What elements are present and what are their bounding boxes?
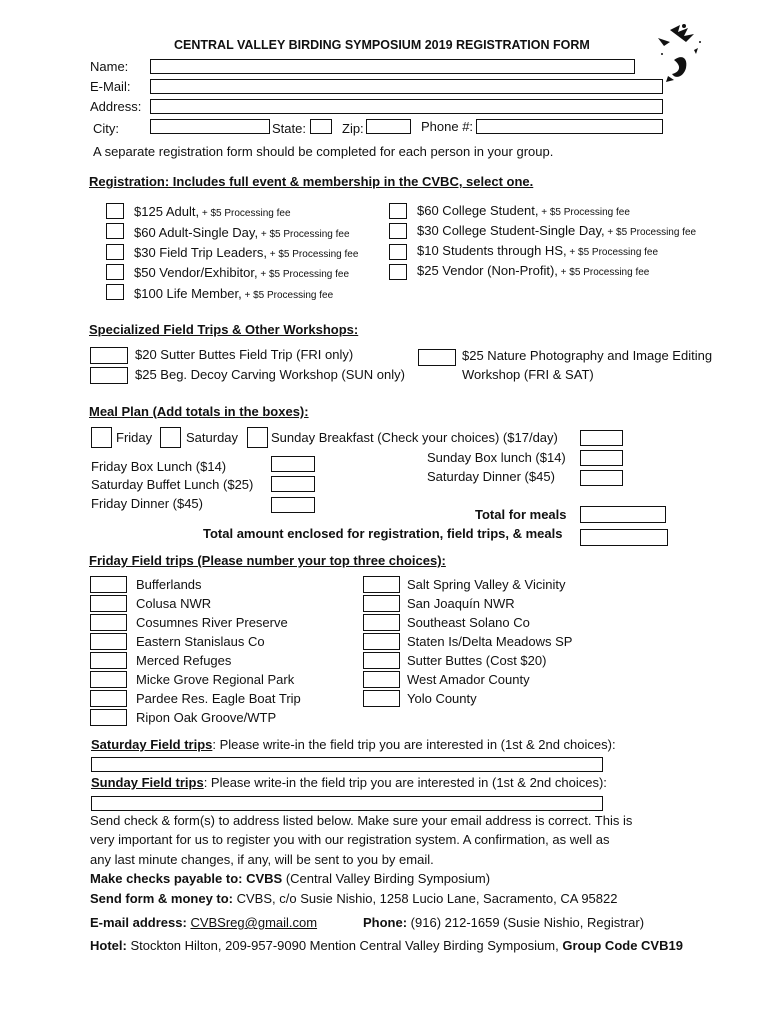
trip-rank-box[interactable] — [90, 576, 127, 593]
send-info: Send form & money to: CVBS, c/o Susie Nishio, 1258 Lucio Lane, Sacramento, CA 95822 — [90, 891, 618, 906]
reg-option-adult: $125 Adult, + $5 Processing fee — [134, 204, 291, 219]
trip-rank-box[interactable] — [90, 690, 127, 707]
hotel-info: Hotel: Stockton Hilton, 209-957-9090 Mention Central Valley Birding Symposium, Group Code CVB19 — [90, 938, 683, 953]
friday-trip-yolo: Yolo County — [407, 691, 477, 706]
instructions-line2: very important for us to register you with our registration system. A confirmation, as well as — [90, 832, 610, 847]
decoy-carving-label: $25 Beg. Decoy Carving Workshop (SUN only) — [135, 367, 405, 382]
friday-trip-san-joaquin: San Joaquín NWR — [407, 596, 515, 611]
saturday-dinner-label: Saturday Dinner ($45) — [427, 469, 555, 484]
trip-rank-box[interactable] — [363, 671, 400, 688]
reg-option-life-member: $100 Life Member, + $5 Processing fee — [134, 286, 334, 301]
sutter-buttes-trip-label: $20 Sutter Buttes Field Trip (FRI only) — [135, 347, 354, 362]
sunday-breakfast-label: Sunday Breakfast (Check your choices) ($17/day) — [271, 430, 558, 445]
state-label: State: — [272, 121, 306, 136]
friday-trip-salt-spring: Salt Spring Valley & Vicinity — [407, 577, 566, 592]
saturday-dinner-box[interactable] — [580, 470, 623, 486]
reg-checkbox-vendor[interactable] — [106, 264, 124, 280]
total-meals-label: Total for meals — [475, 507, 567, 522]
instructions-line3: any last minute changes, if any, will be sent to you by email. — [90, 852, 434, 867]
saturday-trips-instruction: Saturday Field trips: Please write-in the field trip you are interested in (1st & 2nd choices): — [91, 737, 616, 752]
trip-rank-box[interactable] — [90, 614, 127, 631]
trip-rank-box[interactable] — [90, 671, 127, 688]
friday-trip-colusa: Colusa NWR — [136, 596, 212, 611]
friday-trip-west-amador: West Amador County — [407, 672, 530, 687]
photography-label-line2: Workshop (FRI & SAT) — [462, 367, 594, 382]
name-label: Name: — [90, 59, 129, 74]
total-enclosed-box[interactable] — [580, 529, 668, 546]
registration-heading: Registration: Includes full event & membership in the CVBC, select one. — [89, 174, 534, 189]
breakfast-total-box[interactable] — [580, 430, 623, 446]
friday-label: Friday — [116, 430, 153, 445]
saturday-trip-input[interactable] — [91, 757, 603, 772]
instructions-line1: Send check & form(s) to address listed below. Make sure your email address is correct. This is — [90, 813, 633, 828]
saturday-buffet-label: Saturday Buffet Lunch ($25) — [91, 477, 254, 492]
friday-trip-merced: Merced Refuges — [136, 653, 232, 668]
reg-option-vendor: $50 Vendor/Exhibitor, + $5 Processing fee — [134, 265, 350, 280]
trip-rank-box[interactable] — [90, 595, 127, 612]
trip-rank-box[interactable] — [363, 633, 400, 650]
reg-checkbox-field-trip-leaders[interactable] — [106, 244, 124, 260]
friday-trip-sutter-buttes: Sutter Buttes (Cost $20) — [407, 653, 547, 668]
separate-form-note: A separate registration form should be completed for each person in your group. — [93, 144, 554, 159]
friday-breakfast-checkbox[interactable] — [91, 427, 112, 448]
trip-rank-box[interactable] — [90, 633, 127, 650]
reg-checkbox-adult[interactable] — [106, 203, 124, 219]
sunday-box-lunch-box[interactable] — [580, 450, 623, 466]
phone-label: Phone #: — [421, 119, 474, 134]
sunday-breakfast-checkbox[interactable] — [247, 427, 268, 448]
trip-rank-box[interactable] — [363, 614, 400, 631]
friday-trip-micke-grove: Micke Grove Regional Park — [136, 672, 295, 687]
photography-box[interactable] — [418, 349, 456, 366]
friday-trip-staten-is: Staten Is/Delta Meadows SP — [407, 634, 573, 649]
page-title: CENTRAL VALLEY BIRDING SYMPOSIUM 2019 REGISTRATION FORM — [174, 38, 590, 52]
total-meals-box[interactable] — [580, 506, 666, 523]
reg-option-field-trip-leaders: $30 Field Trip Leaders, + $5 Processing fee — [134, 245, 359, 260]
sunday-trips-instruction: Sunday Field trips: Please write-in the field trip you are interested in (1st & 2nd choices): — [91, 775, 607, 790]
name-field[interactable] — [150, 59, 635, 74]
friday-dinner-box[interactable] — [271, 497, 315, 513]
saturday-breakfast-checkbox[interactable] — [160, 427, 181, 448]
email-field[interactable] — [150, 79, 663, 94]
reg-checkbox-life-member[interactable] — [106, 284, 124, 300]
friday-trip-bufferlands: Bufferlands — [136, 577, 202, 592]
friday-trip-southeast-solano: Southeast Solano Co — [407, 615, 530, 630]
meal-plan-heading: Meal Plan (Add totals in the boxes): — [89, 404, 309, 419]
reg-checkbox-vendor-nonprofit[interactable] — [389, 264, 407, 280]
friday-trip-ripon: Ripon Oak Groove/WTP — [136, 710, 277, 725]
friday-trips-heading: Friday Field trips (Please number your top three choices): — [89, 553, 446, 568]
saturday-buffet-box[interactable] — [271, 476, 315, 492]
zip-label: Zip: — [342, 121, 364, 136]
trip-rank-box[interactable] — [90, 652, 127, 669]
sunday-trip-input[interactable] — [91, 796, 603, 811]
trip-rank-box[interactable] — [363, 595, 400, 612]
state-field[interactable] — [310, 119, 332, 134]
city-field[interactable] — [150, 119, 270, 134]
reg-option-adult-single-day: $60 Adult-Single Day, + $5 Processing fee — [134, 225, 350, 240]
saturday-label: Saturday — [186, 430, 239, 445]
reg-option-college-student: $60 College Student, + $5 Processing fee — [417, 203, 630, 218]
reg-option-vendor-nonprofit: $25 Vendor (Non-Profit), + $5 Processing fee — [417, 263, 650, 278]
friday-box-lunch-box[interactable] — [271, 456, 315, 472]
friday-trip-eastern-stanislaus: Eastern Stanislaus Co — [136, 634, 265, 649]
address-field[interactable] — [150, 99, 663, 114]
reg-checkbox-adult-single-day[interactable] — [106, 223, 124, 239]
phone-field[interactable] — [476, 119, 663, 134]
friday-trip-cosumnes: Cosumnes River Preserve — [136, 615, 288, 630]
trip-rank-box[interactable] — [363, 652, 400, 669]
payable-info: Make checks payable to: CVBS (Central Valley Birding Symposium) — [90, 871, 491, 886]
sutter-buttes-box[interactable] — [90, 347, 128, 364]
total-enclosed-label: Total amount enclosed for registration, field trips, & meals — [203, 526, 563, 541]
photography-label: $25 Nature Photography and Image Editing — [462, 348, 713, 363]
phone-info: Phone: (916) 212-1659 (Susie Nishio, Registrar) — [363, 915, 645, 930]
reg-option-students-hs: $10 Students through HS, + $5 Processing fee — [417, 243, 659, 258]
reg-checkbox-college-student[interactable] — [389, 203, 407, 219]
address-label: Address: — [90, 99, 142, 114]
trip-rank-box[interactable] — [363, 690, 400, 707]
city-label: City: — [93, 121, 119, 136]
friday-box-lunch-label: Friday Box Lunch ($14) — [91, 459, 227, 474]
reg-checkbox-college-single-day[interactable] — [389, 223, 407, 239]
registration-email-link[interactable]: CVBSreg@gmail.com — [190, 915, 318, 930]
sunday-box-lunch-label: Sunday Box lunch ($14) — [427, 450, 566, 465]
reg-checkbox-students-hs[interactable] — [389, 244, 407, 260]
email-label: E-Mail: — [90, 79, 131, 94]
reg-option-college-single-day: $30 College Student-Single Day, + $5 Processing fee — [417, 223, 697, 238]
zip-field[interactable] — [366, 119, 411, 134]
trip-rank-box[interactable] — [90, 709, 127, 726]
email-info: E-mail address: CVBSreg@gmail.com — [90, 915, 318, 930]
friday-trip-pardee: Pardee Res. Eagle Boat Trip — [136, 691, 301, 706]
specialized-heading: Specialized Field Trips & Other Workshops: — [89, 322, 359, 337]
decoy-carving-box[interactable] — [90, 367, 128, 384]
friday-dinner-label: Friday Dinner ($45) — [91, 496, 203, 511]
trip-rank-box[interactable] — [363, 576, 400, 593]
